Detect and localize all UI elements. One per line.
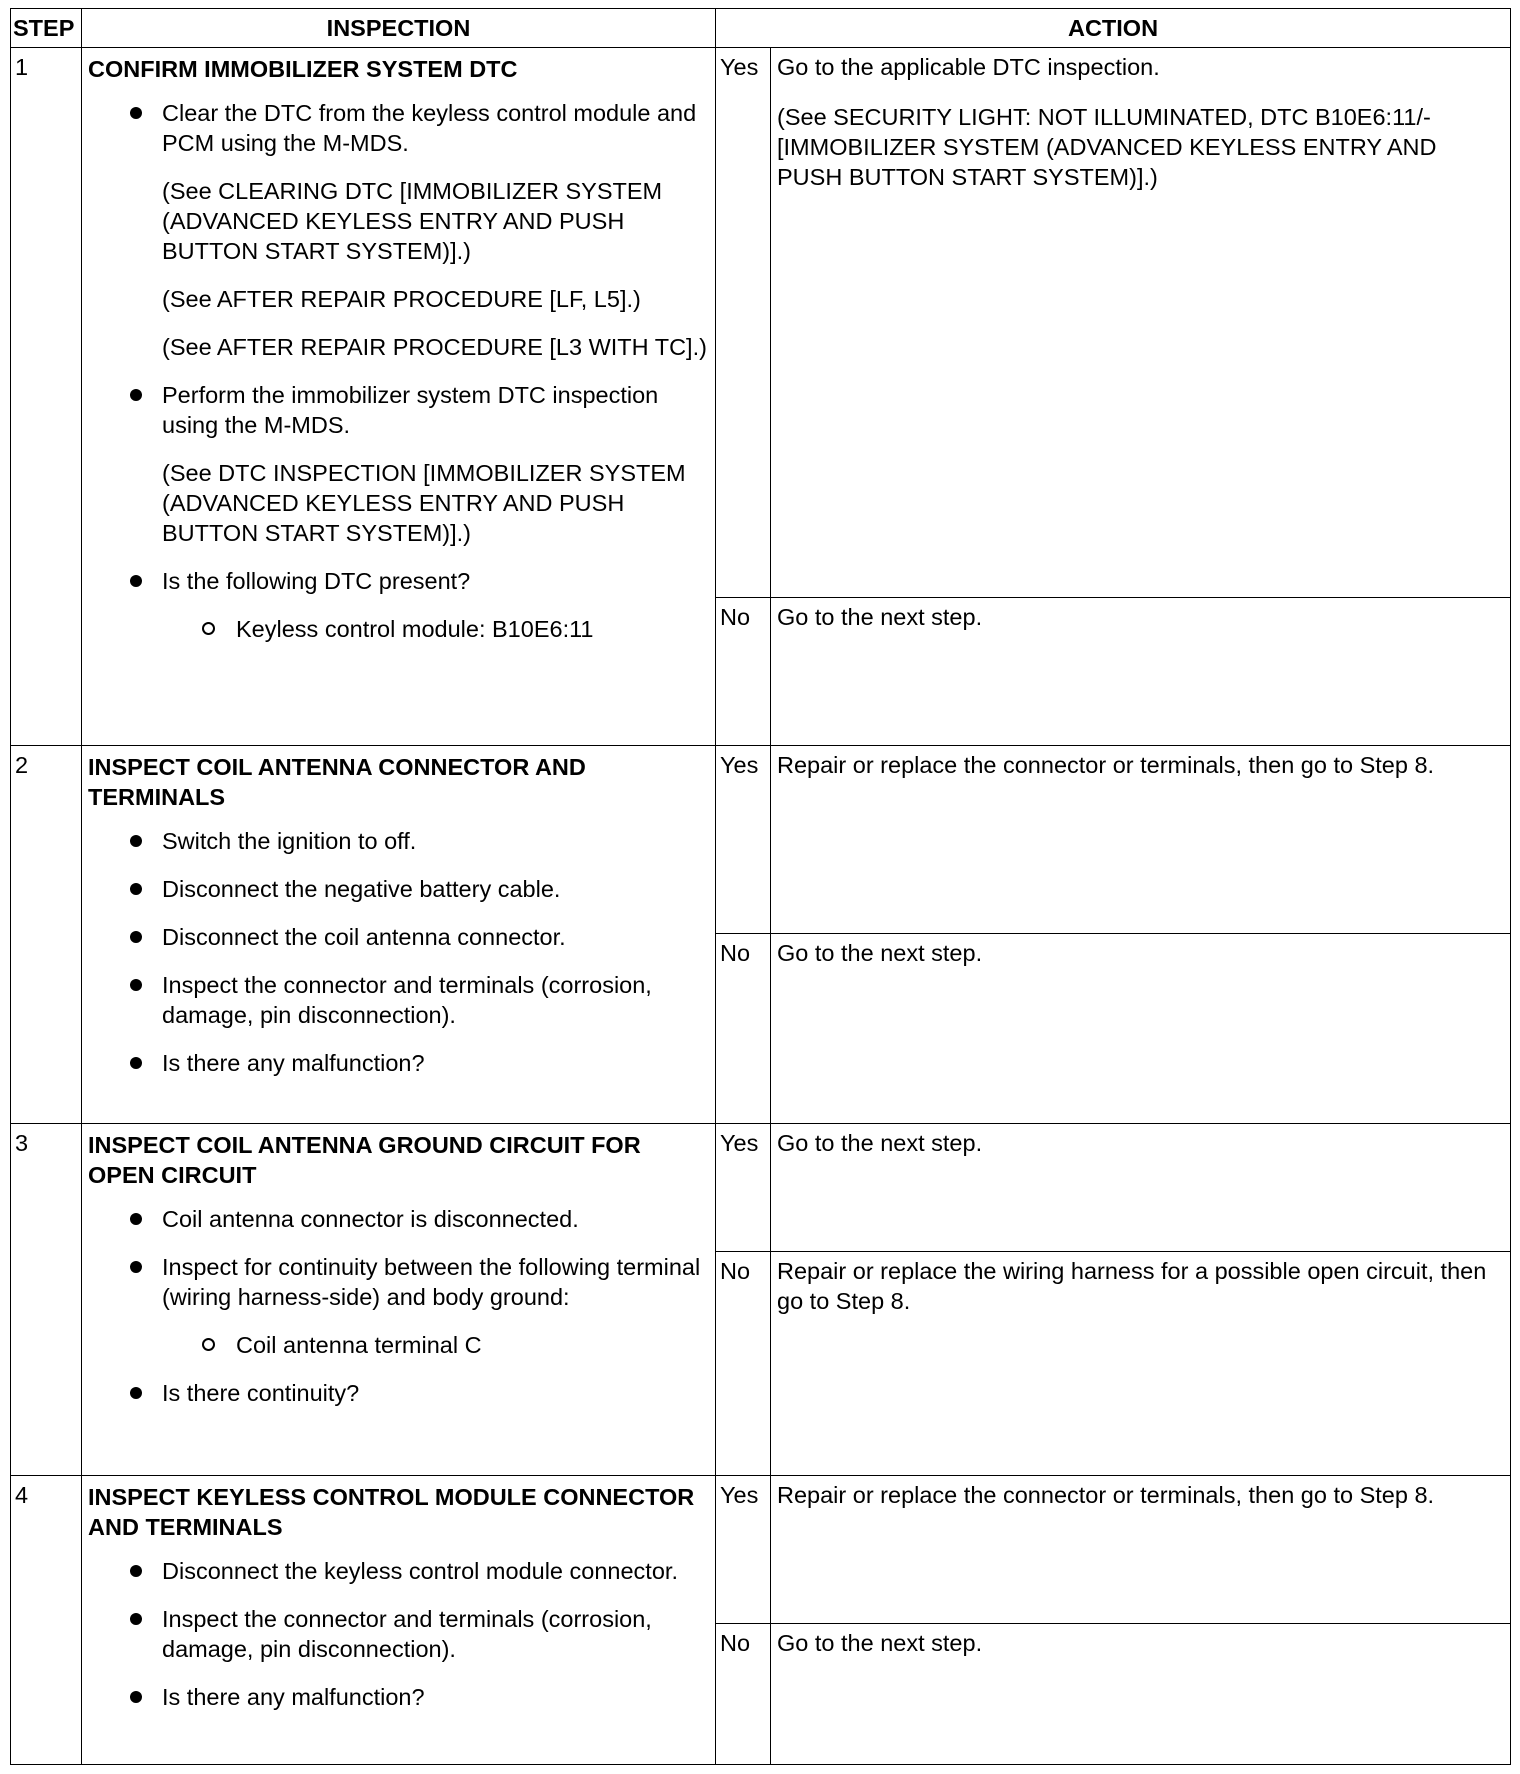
inspection-bullet <box>162 1204 707 1234</box>
step-3-yes-row <box>11 1124 1511 1252</box>
step-title: INSPECT KEYLESS CONTROL MODULE CONNECTOR AND TERMINALS <box>88 1484 695 1540</box>
bullet-text: Inspect the connector and terminals (corrosion, damage, pin disconnection). <box>162 972 652 1028</box>
bullet-dot-icon <box>130 835 142 847</box>
action-yes <box>771 48 1511 598</box>
sub-bullet <box>236 614 707 644</box>
action-reference-text: (See SECURITY LIGHT: NOT ILLUMINATED, DTC B10E6:11/- [IMMOBILIZER SYSTEM (ADVANCED KEYLESS ENTRY AND PUSH BUTTON START SYSTEM)].) <box>777 104 1437 190</box>
inspection-column-header: INSPECTION <box>82 9 716 48</box>
action-no: Go to the next step. <box>771 934 1511 1124</box>
inspection-bullet <box>162 1252 707 1360</box>
step-1-inspection <box>82 48 716 746</box>
inspection-bullet <box>162 566 707 644</box>
action-yes: Go to the next step. <box>771 1124 1511 1252</box>
answer-yes-label: Yes <box>716 1476 771 1624</box>
answer-no-label: No <box>716 1624 771 1765</box>
answer-no-label: No <box>716 1252 771 1476</box>
bullet-dot-icon <box>130 107 142 119</box>
action-text: Go to the applicable DTC inspection. <box>777 54 1160 80</box>
reference-text: (See AFTER REPAIR PROCEDURE [L3 WITH TC].) <box>162 334 707 360</box>
answer-yes-label: Yes <box>716 48 771 598</box>
bullet-dot-icon <box>130 1691 142 1703</box>
step-column-header: STEP <box>11 9 82 48</box>
answer-no-label: No <box>716 934 771 1124</box>
sub-bullet-text: Keyless control module: B10E6:11 <box>236 616 594 642</box>
sub-bullet-text: Coil antenna terminal C <box>236 1332 482 1358</box>
sub-bullet-list <box>162 1330 707 1360</box>
step-1-yes-row <box>11 48 1511 598</box>
inspection-procedure-sheet <box>10 8 1510 1765</box>
bullet-dot-icon <box>130 883 142 895</box>
bullet-text: Clear the DTC from the keyless control module and PCM using the M-MDS. <box>162 100 697 156</box>
bullet-dot-icon <box>130 979 142 991</box>
action-column-header: ACTION <box>716 9 1511 48</box>
step-number: 2 <box>11 746 82 1124</box>
bullet-text: Is the following DTC present? <box>162 568 471 594</box>
bullet-dot-icon <box>130 1565 142 1577</box>
reference-text: (See AFTER REPAIR PROCEDURE [LF, L5].) <box>162 286 641 312</box>
sub-bullet <box>236 1330 707 1360</box>
action-yes: Repair or replace the connector or terminals, then go to Step 8. <box>771 1476 1511 1624</box>
inspection-bullet-list <box>88 826 707 1078</box>
reference-text: (See CLEARING DTC [IMMOBILIZER SYSTEM (ADVANCED KEYLESS ENTRY AND PUSH BUTTON START SYSTEM)].) <box>162 178 663 264</box>
bullet-text: Disconnect the keyless control module connector. <box>162 1558 678 1584</box>
step-number: 4 <box>11 1476 82 1765</box>
inspection-table <box>10 8 1511 1765</box>
inspection-bullet-list <box>88 1204 707 1408</box>
bullet-text: Switch the ignition to off. <box>162 828 417 854</box>
sub-bullet-list <box>162 614 707 644</box>
inspection-bullet <box>162 874 707 904</box>
answer-no-label: No <box>716 598 771 746</box>
inspection-bullet <box>162 970 707 1030</box>
bullet-text: Perform the immobilizer system DTC inspection using the M-MDS. <box>162 382 659 438</box>
action-no: Repair or replace the wiring harness for a possible open circuit, then go to Step 8. <box>771 1252 1511 1476</box>
bullet-dot-icon <box>130 1261 142 1273</box>
header-row <box>11 9 1511 48</box>
step-4-inspection <box>82 1476 716 1765</box>
step-title: INSPECT COIL ANTENNA CONNECTOR AND TERMINALS <box>88 754 586 810</box>
step-number: 1 <box>11 48 82 746</box>
bullet-dot-icon <box>130 1613 142 1625</box>
bullet-text: Is there any malfunction? <box>162 1050 425 1076</box>
inspection-bullet <box>162 1556 707 1586</box>
answer-yes-label: Yes <box>716 746 771 934</box>
bullet-text: Disconnect the negative battery cable. <box>162 876 561 902</box>
bullet-dot-icon <box>130 1057 142 1069</box>
answer-yes-label: Yes <box>716 1124 771 1252</box>
bullet-dot-icon <box>130 931 142 943</box>
action-no: Go to the next step. <box>771 1624 1511 1765</box>
inspection-bullet-list <box>88 98 707 644</box>
bullet-dot-icon <box>130 389 142 401</box>
step-2-inspection <box>82 746 716 1124</box>
bullet-dot-icon <box>130 575 142 587</box>
inspection-bullet <box>162 1378 707 1408</box>
inspection-bullet <box>162 922 707 952</box>
step-number: 3 <box>11 1124 82 1476</box>
bullet-text: Is there any malfunction? <box>162 1684 425 1710</box>
bullet-text: Is there continuity? <box>162 1380 360 1406</box>
bullet-text: Inspect for continuity between the following terminal (wiring harness-side) and body ground: <box>162 1254 701 1310</box>
reference-text: (See DTC INSPECTION [IMMOBILIZER SYSTEM (ADVANCED KEYLESS ENTRY AND PUSH BUTTON START SYSTEM)].) <box>162 460 686 546</box>
step-3-inspection <box>82 1124 716 1476</box>
bullet-text: Inspect the connector and terminals (corrosion, damage, pin disconnection). <box>162 1606 652 1662</box>
circle-bullet-icon <box>202 622 215 635</box>
bullet-dot-icon <box>130 1213 142 1225</box>
inspection-bullet <box>162 1048 707 1078</box>
step-title: INSPECT COIL ANTENNA GROUND CIRCUIT FOR OPEN CIRCUIT <box>88 1132 641 1188</box>
bullet-dot-icon <box>130 1387 142 1399</box>
action-yes: Repair or replace the connector or terminals, then go to Step 8. <box>771 746 1511 934</box>
action-no: Go to the next step. <box>771 598 1511 746</box>
inspection-bullet <box>162 98 707 362</box>
step-2-yes-row <box>11 746 1511 934</box>
inspection-bullet <box>162 380 707 548</box>
inspection-bullet <box>162 826 707 856</box>
bullet-text: Disconnect the coil antenna connector. <box>162 924 566 950</box>
inspection-bullet <box>162 1682 707 1712</box>
step-title: CONFIRM IMMOBILIZER SYSTEM DTC <box>88 56 518 82</box>
inspection-bullet <box>162 1604 707 1664</box>
bullet-text: Coil antenna connector is disconnected. <box>162 1206 579 1232</box>
circle-bullet-icon <box>202 1338 215 1351</box>
inspection-bullet-list <box>88 1556 707 1712</box>
step-4-yes-row <box>11 1476 1511 1624</box>
